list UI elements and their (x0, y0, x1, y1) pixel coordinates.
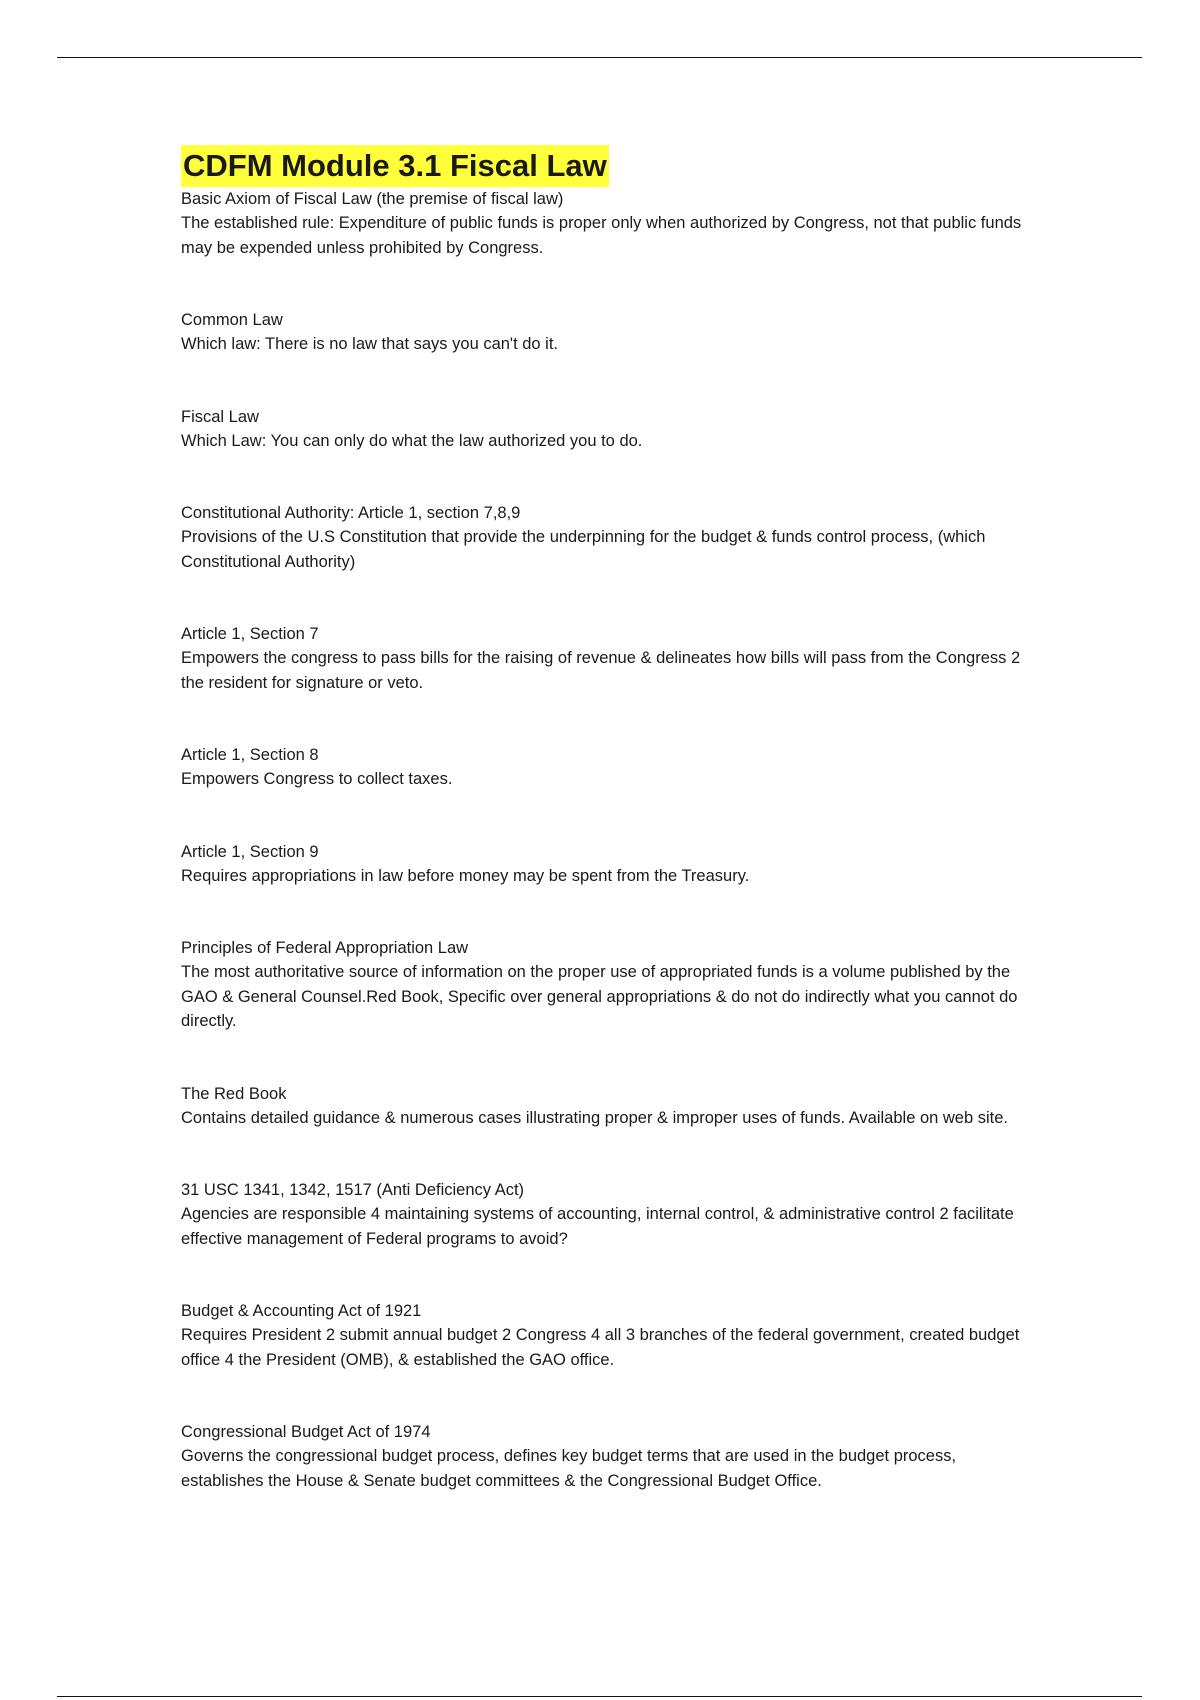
entry-definition: Contains detailed guidance & numerous cases illustrating proper & improper uses of funds. Available on web site. (181, 1108, 1009, 1127)
entry-definition: Which Law: You can only do what the law authorized you to do. (181, 431, 643, 450)
footer-rule (57, 1696, 1142, 1697)
document-body (181, 145, 1041, 1541)
entry-term: Constitutional Authority: Article 1, section 7,8,9 (181, 504, 521, 522)
qa-entry (181, 405, 1041, 454)
entry-list (181, 187, 1041, 1493)
entry-term: Fiscal Law (181, 407, 259, 426)
entry-definition: Requires appropriations in law before money may be spent from the Treasury. (181, 866, 750, 885)
entry-term: Article 1, Section 7 (181, 625, 319, 643)
document-title: CDFM Module 3.1 Fiscal Law (181, 145, 609, 187)
entry-definition: Requires President 2 submit annual budget 2 Congress 4 all 3 branches of the federal government, created budget office 4 the President (OMB), & established the GAO office. (181, 1326, 1020, 1369)
entry-term: Principles of Federal Appropriation Law (181, 939, 469, 957)
entry-term: 31 USC 1341, 1342, 1517 (Anti Deficiency Act) (181, 1181, 525, 1199)
entry-term: Article 1, Section 9 (181, 842, 319, 861)
entry-definition: Agencies are responsible 4 maintaining systems of accounting, internal control, & administrative control 2 facilitate effective management of Federal programs to avoid? (181, 1205, 1014, 1248)
qa-entry (181, 840, 1041, 889)
qa-entry (181, 501, 1041, 574)
entry-definition: Provisions of the U.S Constitution that provide the underpinning for the budget & funds control process, (which Constitutional Authority) (181, 528, 986, 571)
entry-term: The Red Book (181, 1084, 287, 1103)
qa-entry (181, 622, 1041, 695)
entry-definition: The established rule: Expenditure of public funds is proper only when authorized by Congress, not that public funds may be expended unless prohibited by Congress. (181, 214, 1022, 257)
qa-entry (181, 1178, 1041, 1251)
entry-term: Common Law (181, 311, 283, 329)
entry-term: Budget & Accounting Act of 1921 (181, 1302, 422, 1320)
entry-term: Basic Axiom of Fiscal Law (the premise of fiscal law) (181, 190, 564, 208)
header-rule (57, 57, 1142, 58)
qa-entry (181, 187, 1041, 260)
entry-definition: Empowers Congress to collect taxes. (181, 770, 453, 788)
entry-term: Congressional Budget Act of 1974 (181, 1423, 431, 1441)
qa-entry (181, 1082, 1041, 1131)
entry-definition: Which law: There is no law that says you can't do it. (181, 335, 559, 353)
qa-entry (181, 743, 1041, 792)
entry-term: Article 1, Section 8 (181, 746, 319, 764)
qa-entry (181, 1420, 1041, 1493)
qa-entry (181, 308, 1041, 357)
qa-entry (181, 936, 1041, 1034)
entry-definition: The most authoritative source of information on the proper use of appropriated funds is a volume published by the GAO & General Counsel.Red Book, Specific over general appropriations & do not do indirectly what you cannot do directly. (181, 963, 1018, 1030)
qa-entry (181, 1299, 1041, 1372)
entry-definition: Governs the congressional budget process, defines key budget terms that are used in the budget process, establishes the House & Senate budget committees & the Congressional Budget Office. (181, 1447, 957, 1490)
entry-definition: Empowers the congress to pass bills for the raising of revenue & delineates how bills will pass from the Congress 2 the resident for signature or veto. (181, 649, 1021, 692)
